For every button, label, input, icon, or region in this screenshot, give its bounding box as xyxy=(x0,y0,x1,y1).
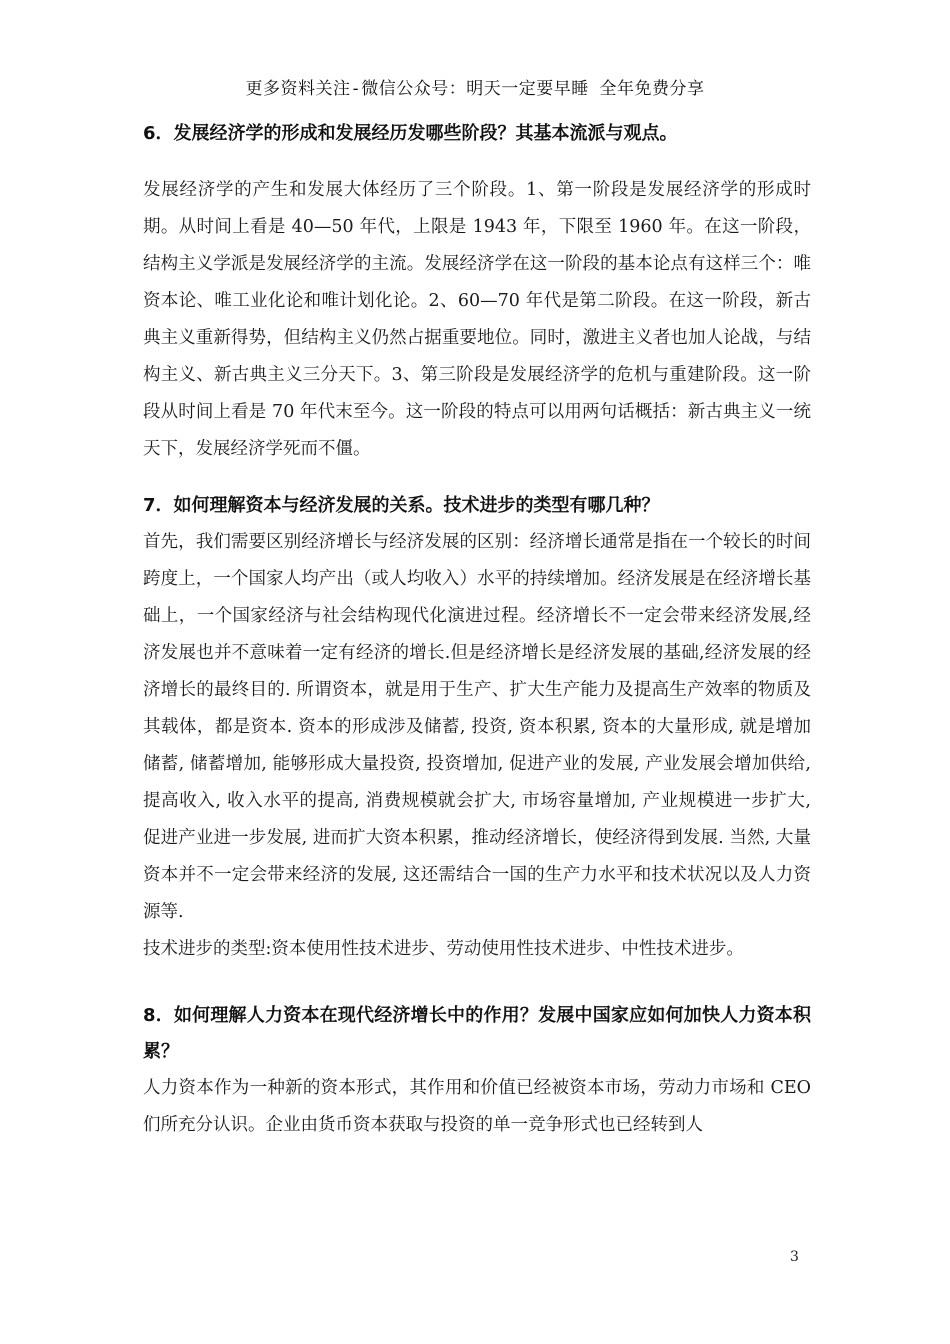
page-header: 更多资料关注-微信公众号：明天一定要早睡 全年免费分享 xyxy=(245,79,705,99)
question-heading: 7．如何理解资本与经济发展的关系。技术进步的类型有哪几种？ xyxy=(143,495,660,516)
section-6 xyxy=(143,116,811,468)
question-heading: 8．如何理解人力资本在现代经济增长中的作用？发展中国家应如何加快人力资本积累？ xyxy=(143,1005,811,1062)
answer-paragraph: 首先，我们需要区别经济增长与经济发展的区别：经济增长通常是指在一个较长的时间跨度上，一个国家人均产出（或人均收入）水平的持续增加。经济发展是在经济增长基础上，一个国家经济与社会结构现代化演进过程。经济增长不一定会带来经济发展,经济发展也并不意味着一定有经济的增长.但是经济增长是经济发展的基础,经济发展的经济增长的最终目的. 所谓资本，就是用于生产、扩大生产能力及提高生产效率的物质及其载体，都是资本. 资本的形成涉及储蓄, 投资, 资本积累, 资本的大量形成, 就是增加储蓄, 储蓄增加, 能够形成大量投资, 投资增加, 促进产业的发展, 产业发展会增加供给, 提高收入, 收入水平的提高, 消费规模就会扩大, 市场容量增加, 产业规模进一步扩大, 促进产业进一步发展, 进而扩大资本积累，推动经济增长，使经济得到发展. 当然, 大量资本并不一定会带来经济的发展, 这还需结合一国的生产力水平和技术状况以及人力资源等. xyxy=(143,532,811,922)
page-number: 3 xyxy=(790,1249,799,1265)
answer-paragraph: 发展经济学的产生和发展大体经历了三个阶段。1、第一阶段是发展经济学的形成时期。从时间上看是 40—50 年代，上限是 1943 年，下限至 1960 年。在这一阶段，结构主义学派是发展经济学的主流。发展经济学在这一阶段的基本论点有这样三个：唯资本论、唯工业化论和唯计划化论。2、60—70 年代是第二阶段。在这一阶段，新古典主义重新得势，但结构主义仍然占据重要地位。同时，激进主义者也加人论战，与结构主义、新古典主义三分天下。3、第三阶段是发展经济学的危机与重建阶段。这一阶段从时间上看是 70 年代末至今。这一阶段的特点可以用两句话概括：新古典主义一统天下，发展经济学死而不僵。 xyxy=(143,180,811,459)
answer-paragraph: 人力资本作为一种新的资本形式，其作用和价值已经被资本市场，劳动力市场和 CEO 们所充分认识。企业由货币资本获取与投资的单一竞争形式也已经转到人 xyxy=(143,1078,811,1135)
section-8 xyxy=(143,998,811,1144)
question-heading: 6．发展经济学的形成和发展经历发哪些阶段？其基本流派与观点。 xyxy=(143,123,678,144)
page-content xyxy=(143,116,811,1144)
answer-paragraph: 技术进步的类型:资本使用性技术进步、劳动使用性技术进步、中性技术进步。 xyxy=(143,939,744,959)
section-7 xyxy=(143,488,811,968)
